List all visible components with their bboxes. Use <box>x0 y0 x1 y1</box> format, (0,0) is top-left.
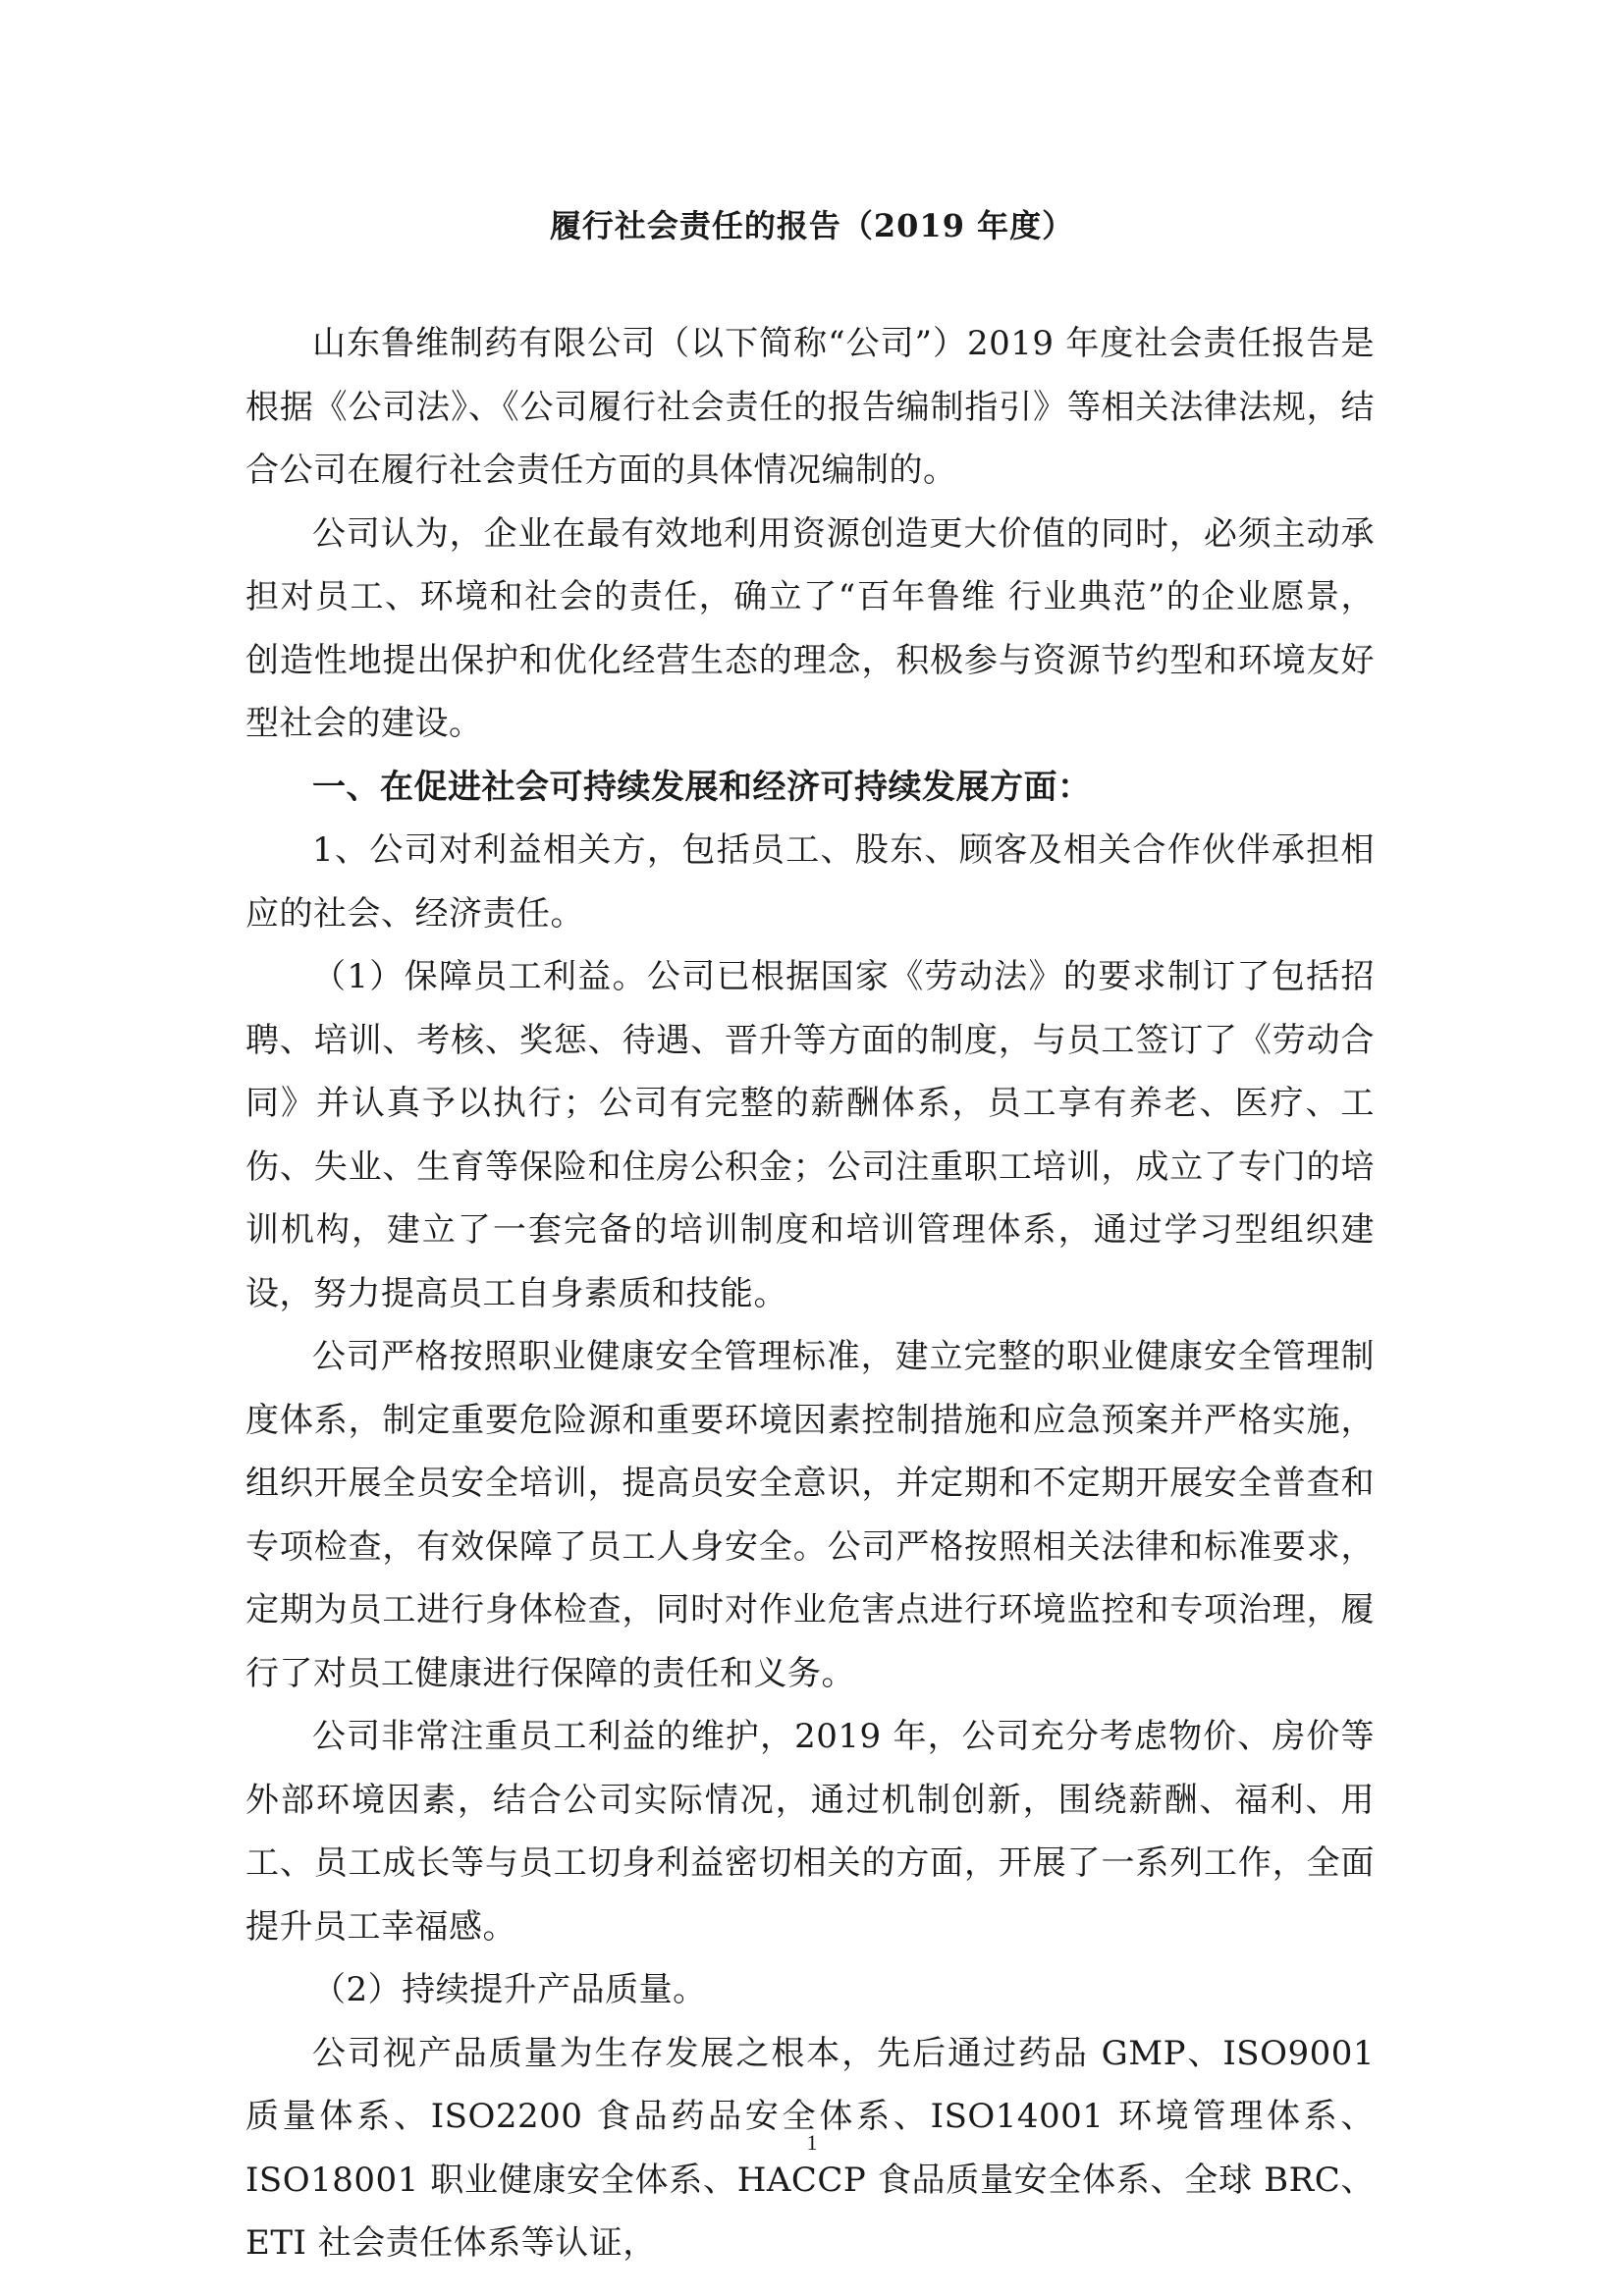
paragraph-quality-heading: （2）持续提升产品质量。 <box>312 1970 707 2009</box>
page-title: 履行社会责任的报告（2019 年度） <box>549 207 1075 244</box>
page-number: 1 <box>806 2130 818 2155</box>
paragraph-employee-welfare: 公司非常注重员工利益的维护，2019 年，公司充分考虑物价、房价等外部环境因素，结合公司实际情况，通过机制创新，围绕薪酬、福利、用工、员工成长等与员工切身利益密切相关的方面，开展了一系列工作，全面提升员工幸福感。 <box>245 1717 1375 1947</box>
document-body <box>245 312 1375 2275</box>
paragraph-health-safety: 公司严格按照职业健康安全管理标准，建立完整的职业健康安全管理制度体系，制定重要危险源和重要环境因素控制措施和应急预案并严格实施，组织开展全员安全培训，提高员安全意识，并定期和不定期开展安全普查和专项检查，有效保障了员工人身安全。公司严格按照相关法律和标准要求，定期为员工进行身体检查，同时对作业危害点进行环境监控和专项治理，履行了对员工健康进行保障的责任和义务。 <box>245 1337 1375 1693</box>
section-heading: 一、在促进社会可持续发展和经济可持续发展方面： <box>312 767 1092 807</box>
paragraph-stakeholders: 1、公司对利益相关方，包括员工、股东、顾客及相关合作伙伴承担相应的社会、经济责任。 <box>245 830 1375 934</box>
paragraph-intro: 山东鲁维制药有限公司（以下简称“公司”）2019 年度社会责任报告是根据《公司法》、《公司履行社会责任的报告编制指引》等相关法律法规，结合公司在履行社会责任方面的具体情况编制的。 <box>245 324 1375 490</box>
paragraph-employee-interests: （1）保障员工利益。公司已根据国家《劳动法》的要求制订了包括招聘、培训、考核、奖惩、待遇、晋升等方面的制度，与员工签订了《劳动合同》并认真予以执行；公司有完整的薪酬体系，员工享有养老、医疗、工伤、失业、生育等保险和住房公积金；公司注重职工培训，成立了专门的培训机构，建立了一套完备的培训制度和培训管理体系，通过学习型组织建设，努力提高员工自身素质和技能。 <box>245 957 1375 1313</box>
paragraph-philosophy: 公司认为，企业在最有效地利用资源创造更大价值的同时，必须主动承担对员工、环境和社会的责任，确立了“百年鲁维 行业典范”的企业愿景，创造性地提出保护和优化经营生态的理念，积极参与资源节约型和环境友好型社会的建设。 <box>245 513 1375 743</box>
paragraph-quality: 公司视产品质量为生存发展之根本，先后通过药品 GMP、ISO9001 质量体系、ISO2200 食品药品安全体系、ISO14001 环境管理体系、ISO18001 职业健康安全体系、HACCP 食品质量安全体系、全球 BRC、ETI 社会责任体系等认证， <box>245 2033 1375 2263</box>
